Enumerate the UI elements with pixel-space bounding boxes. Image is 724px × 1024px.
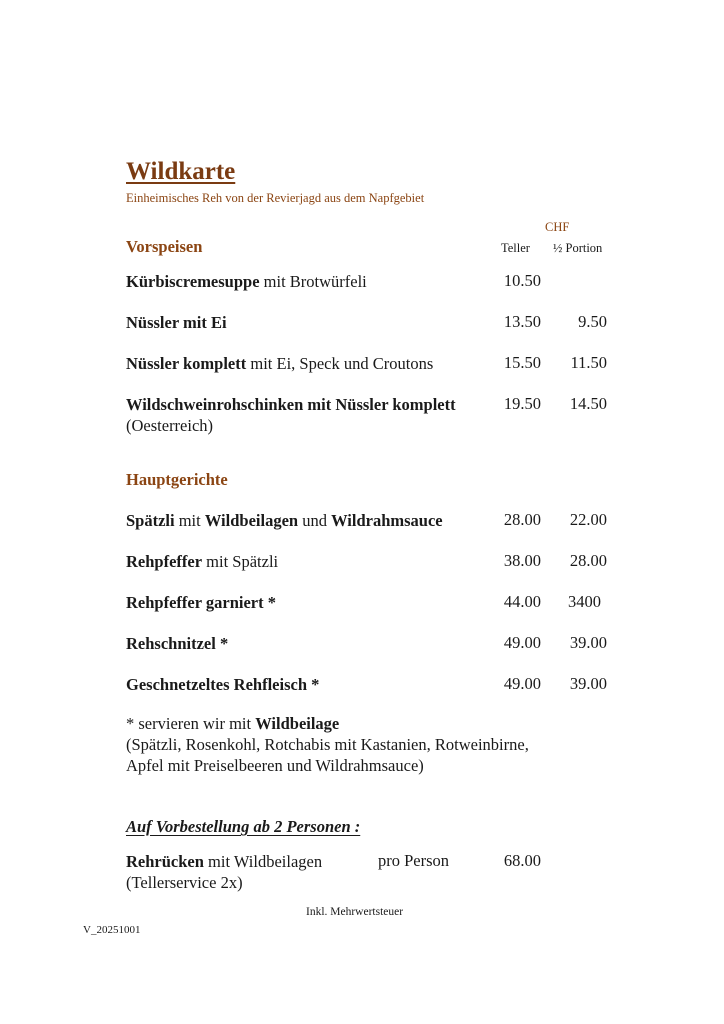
menu-item-name: Rehpfeffer garniert * [126, 593, 276, 612]
per-person-label: pro Person [378, 851, 450, 870]
price-teller: 38.00 [503, 551, 541, 570]
column-header-half-portion: ½ Portion [553, 241, 603, 255]
price-teller: 28.00 [503, 510, 541, 529]
menu-item-service-note: (Tellerservice 2x) [126, 873, 243, 892]
price-half: 39.00 [569, 633, 607, 652]
section-heading-starters: Vorspeisen [126, 237, 203, 256]
price-half: 3400 [568, 592, 601, 611]
section-heading-mains: Hauptgerichte [126, 470, 228, 489]
price-half: 28.00 [569, 551, 607, 570]
menu-item-name: Kürbiscremesuppe mit Brotwürfeli [126, 272, 367, 291]
menu-item-origin: (Oesterreich) [126, 416, 214, 435]
price-half: 39.00 [569, 674, 607, 693]
price-teller: 68.00 [503, 851, 541, 870]
menu-item-name: Nüssler komplett mit Ei, Speck und Croutons [126, 354, 434, 373]
price-teller: 10.50 [503, 271, 541, 290]
column-header-teller: Teller [501, 241, 530, 255]
preorder-heading: Auf Vorbestellung ab 2 Personen : [126, 817, 361, 836]
menu-item-name: Spätzli mit Wildbeilagen und Wildrahmsauce [126, 511, 443, 530]
side-dish-note: * servieren wir mit Wildbeilage (Spätzli, Rosenkohl, Rotchabis mit Kastanien, Rotweinbirne, Apfel mit Preiselbeeren und Wildrahmsauce) [126, 714, 529, 775]
price-teller: 15.50 [503, 353, 541, 372]
menu-item-name: Rehschnitzel * [126, 634, 229, 653]
version-label: V_20251001 [83, 924, 141, 936]
price-teller: 13.50 [503, 312, 541, 331]
price-teller: 19.50 [503, 394, 541, 413]
page-title: Wildkarte [126, 158, 236, 185]
menu-item-name: Nüssler mit Ei [126, 313, 227, 332]
price-teller: 44.00 [503, 592, 541, 611]
price-teller: 49.00 [503, 674, 541, 693]
tax-note: Inkl. Mehrwertsteuer [306, 906, 404, 918]
menu-item-name: Geschnetzeltes Rehfleisch * [126, 675, 320, 694]
currency-label: CHF [545, 220, 570, 234]
price-teller: 49.00 [503, 633, 541, 652]
price-half: 22.00 [569, 510, 607, 529]
page-subtitle: Einheimisches Reh von der Revierjagd aus dem Napfgebiet [126, 191, 425, 205]
menu-item-name: Rehpfeffer mit Spätzli [126, 552, 279, 571]
menu-item-name: Wildschweinrohschinken mit Nüssler komplett [126, 395, 456, 414]
price-half: 9.50 [578, 312, 607, 331]
menu-item-name: Rehrücken mit Wildbeilagen [126, 852, 323, 871]
price-half: 11.50 [570, 353, 607, 372]
price-half: 14.50 [569, 394, 607, 413]
